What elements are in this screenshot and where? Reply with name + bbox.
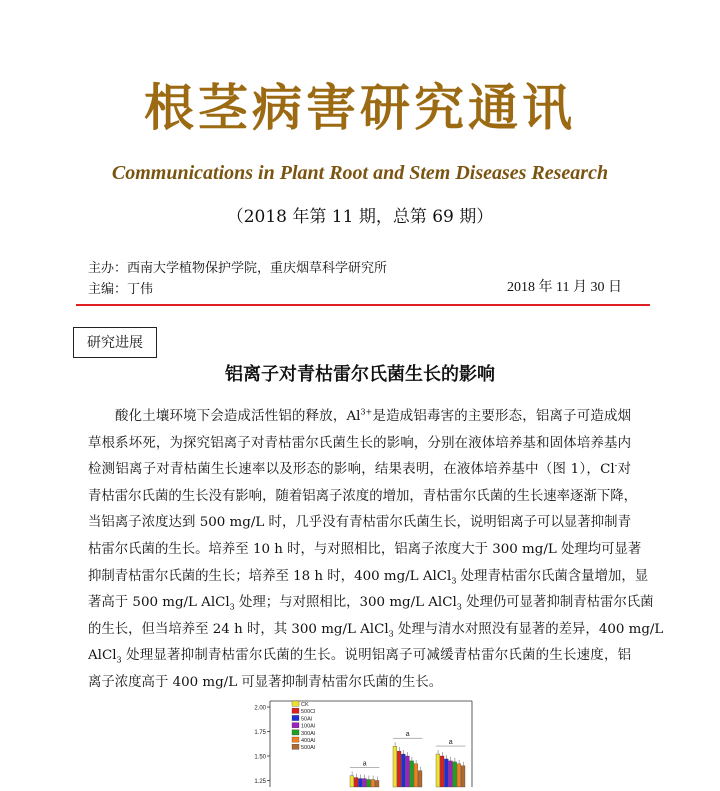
- bar: [354, 778, 358, 787]
- bar: [440, 756, 444, 787]
- body-line: [88, 590, 654, 617]
- journal-title: 根茎病害研究通讯: [144, 78, 576, 137]
- legend-swatch: [292, 723, 299, 728]
- body-text-segment: 著高于 500 mg/L AlCl: [88, 595, 230, 611]
- bar: [367, 780, 371, 787]
- legend-label: 100Al: [301, 723, 316, 730]
- body-text-segment: 处理青枯雷尔氏菌含量增加，显: [456, 568, 649, 584]
- editor-line: 主编：丁伟: [88, 282, 154, 297]
- bar: [461, 766, 465, 787]
- body-text-segment: 是造成铝毒害的主要形态，铝离子可造成烟: [372, 409, 632, 424]
- body-line: [88, 564, 649, 591]
- figure-1-chart: [240, 697, 480, 785]
- legend-label: CK: [301, 702, 309, 708]
- y-tick-label: 2.00: [254, 705, 266, 712]
- script-text: -: [614, 460, 618, 470]
- body-text-segment: 处理与清水对照没有显著的差异，400 mg/L: [393, 621, 664, 637]
- bar: [436, 754, 440, 787]
- bar: [410, 761, 414, 787]
- bar: [401, 754, 405, 787]
- body-line: 草根系坏死，为探究铝离子对青枯雷尔氏菌生长的影响，分别在液体培养基和固体培养基内: [88, 435, 631, 451]
- significance-letter: a: [362, 760, 367, 768]
- script-text: 3: [116, 656, 122, 666]
- legend-swatch: [292, 744, 299, 749]
- bar: [457, 764, 461, 787]
- body-line: [88, 457, 631, 484]
- publication-date: 2018 年 11 月 30 日: [507, 280, 622, 295]
- significance-letter: a: [405, 731, 410, 739]
- body-text-segment: 对: [617, 462, 632, 478]
- body-text-segment: 处理显著抑制青枯雷尔氏菌的生长。说明铝离子可减缓青枯雷尔氏菌的生长速度，铝: [121, 648, 631, 664]
- section-label: 研究进展: [73, 327, 157, 358]
- body-text-segment: 处理仍可显著抑制青枯雷尔氏菌: [461, 595, 654, 611]
- bar: [371, 780, 375, 787]
- legend-label: 50Al: [301, 716, 313, 723]
- article-title: 铝离子对青枯雷尔氏菌生长的影响: [225, 364, 495, 385]
- body-text-segment: 抑制青枯雷尔氏菌的生长；培养至 18 h 时，400 mg/L AlCl: [88, 568, 452, 584]
- y-tick-label: 1.75: [254, 730, 266, 736]
- bar: [375, 781, 379, 788]
- issue-number: （2018 年第 11 期，总第 69 期）: [226, 207, 494, 227]
- body-line: 枯雷尔氏菌的生长。培养至 10 h 时，与对照相比，铝离子浓度大于 300 mg/L 处理均可显著: [88, 541, 642, 557]
- legend-swatch: [292, 730, 299, 735]
- header-divider: [76, 304, 650, 306]
- journal-title-english: Communications in Plant Root and Stem Diseases Research: [111, 162, 609, 184]
- bar: [453, 762, 457, 787]
- legend-swatch: [292, 715, 299, 720]
- script-text: 3: [456, 602, 462, 612]
- bar: [449, 761, 453, 787]
- script-text: 3: [388, 629, 394, 639]
- bar: [406, 756, 410, 787]
- body-line: 离子浓度高于 400 mg/L 可显著抑制青枯雷尔氏菌的生长。: [88, 674, 443, 690]
- body-text-segment: 的生长，但当培养至 24 h 时，其 300 mg/L AlCl: [88, 621, 389, 637]
- script-text: 3: [229, 602, 235, 612]
- script-text: 3+: [360, 407, 373, 417]
- body-text-segment: 酸化土壤环境下会造成活性铝的释放，Al: [115, 409, 361, 424]
- legend-swatch: [292, 708, 299, 713]
- legend-label: 500Cl: [301, 709, 316, 716]
- bar: [418, 771, 422, 787]
- y-tick-label: 1.25: [254, 779, 266, 785]
- bar: [350, 776, 354, 787]
- legend-label: 500Al: [301, 745, 316, 752]
- bar: [363, 779, 367, 787]
- body-line: 青枯雷尔氏菌的生长没有影响，随着铝离子浓度的增加，青枯雷尔氏菌的生长速率逐渐下降，: [88, 488, 638, 504]
- significance-letter: a: [448, 739, 453, 747]
- bar: [444, 759, 448, 787]
- sponsor-line: 主办：西南大学植物保护学院，重庆烟草科学研究所: [88, 261, 388, 276]
- legend-label: 300Al: [301, 730, 316, 737]
- legend-label: 400Al: [301, 738, 316, 744]
- body-line: [88, 643, 631, 670]
- body-text-segment: 检测铝离子对青枯菌生长速率以及形态的影响，结果表明，在液体培养基中（图 1），Cl: [88, 462, 615, 478]
- script-text: 3: [451, 576, 457, 586]
- body-line: [88, 404, 631, 431]
- bar: [393, 746, 397, 787]
- body-text-segment: AlCl: [88, 648, 117, 664]
- body-line: [88, 617, 664, 644]
- bar: [414, 764, 418, 787]
- bar: [397, 751, 401, 787]
- y-tick-label: 1.50: [254, 754, 266, 761]
- chart-svg: [240, 697, 480, 787]
- legend-swatch: [292, 737, 299, 742]
- article-body: [88, 404, 664, 697]
- body-line: 当铝离子浓度达到 500 mg/L 时，几乎没有青枯雷尔氏菌生长，说明铝离子可以显著抑制青: [88, 515, 631, 531]
- legend-swatch: [292, 701, 299, 706]
- bar: [358, 779, 362, 787]
- body-text-segment: 处理；与对照相比，300 mg/L AlCl: [234, 595, 457, 611]
